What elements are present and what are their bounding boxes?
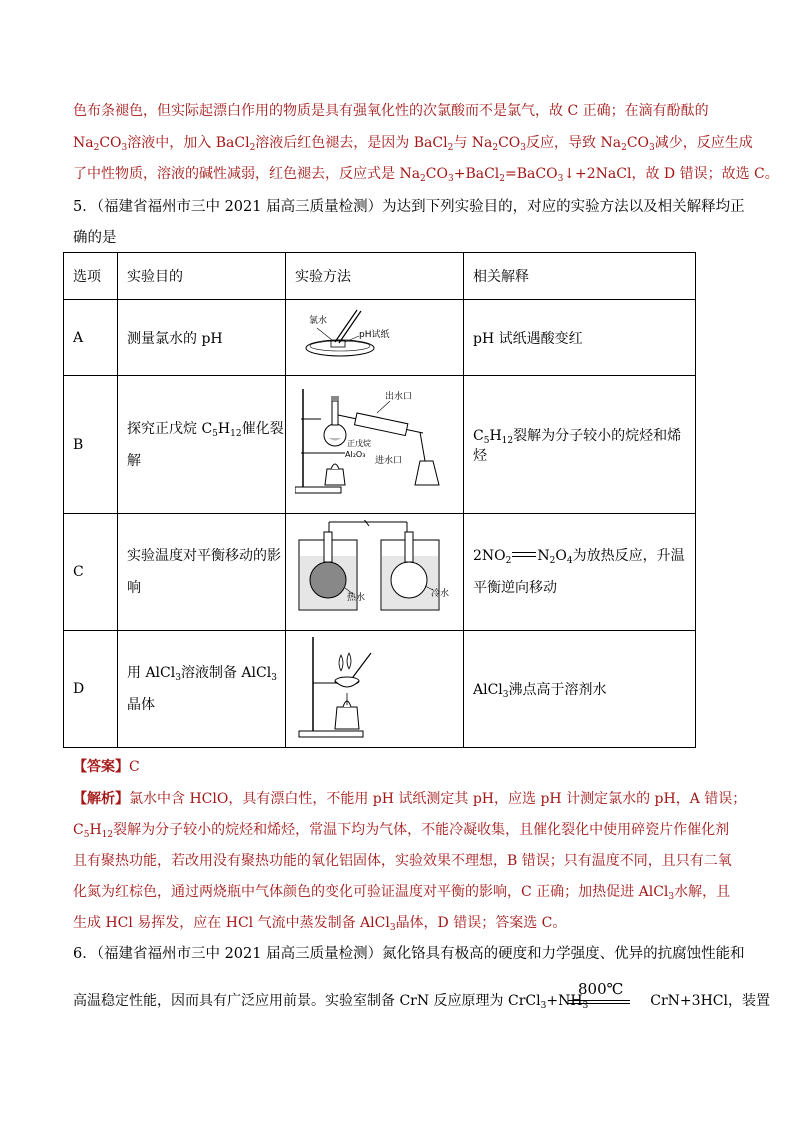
row-b-method	[286, 376, 464, 514]
analysis-line-1: 【解析】氯水中含 HClO，具有漂白性，不能用 pH 试纸测定其 pH，应选 pH 计测定氯水的 pH，A 错误；	[73, 791, 747, 807]
header-purpose: 实验目的	[118, 253, 286, 300]
analysis-prev-line-2: $Na_2CO_3$溶液中，加入 BaCl$_2$溶液后红色褪去，是因为 BaCl$_2$与 $Na_2CO_3$反应，导致 $Na_2CO_3$减少，反应生成	[73, 135, 753, 153]
row-c-method	[286, 514, 464, 631]
analysis-line-2: $C_5H_{12}$裂解为分子较小的烷烃和烯烃，常温下均为气体，不能冷凝收集，且催化裂化中使用碎瓷片作催化剂	[73, 822, 730, 840]
row-c-option: C	[64, 514, 118, 631]
row-d-explanation: AlCl$_3$沸点高于溶剂水	[464, 631, 696, 748]
header-explanation: 相关解释	[464, 253, 696, 300]
fig-c-label-1: 热水	[347, 593, 366, 603]
row-a-option: A	[64, 300, 118, 376]
table-header-row	[64, 253, 696, 300]
equilibrium-arrow	[511, 550, 537, 560]
answer-value: C	[129, 759, 140, 775]
row-a-method	[286, 300, 464, 376]
analysis-prev-line-3: 了中性物质，溶液的碱性减弱，红色褪去，反应式是 $Na_2CO_3+BaCl_2=BaCO_3↓+2NaCl$，故 D 错误；故选 C。	[73, 166, 779, 184]
fig-b-label-1: 出水口	[385, 391, 413, 402]
row-b-explanation: $C_5H_{12}$裂解为分子较小的烷烃和烯烃	[464, 376, 696, 514]
row-d-method	[286, 631, 464, 748]
beakers-figure	[295, 520, 455, 620]
header-method: 实验方法	[286, 253, 464, 300]
table-row	[64, 514, 696, 631]
analysis-prev-line-1: 色布条褪色，但实际起漂白作用的物质是具有强氧化性的次氯酸而不是氯气，故 C 正确；在滴有酚酞的	[73, 103, 709, 119]
question-6-stem-line-2: 高温稳定性能，因而具有广泛应用前景。实验室制备 CrN 反应原理为 $CrCl_3+NH_3$ CrN+3HCl，装置	[73, 993, 770, 1011]
ph-paper-figure	[295, 306, 445, 366]
row-a-purpose: 测量氯水的 pH	[118, 300, 286, 376]
row-b-option: B	[64, 376, 118, 514]
header-option: 选项	[64, 253, 118, 300]
options-table	[63, 252, 696, 748]
analysis-tag: 【解析】	[73, 791, 129, 807]
analysis-line-5: 生成 HCl 易挥发，应在 HCl 气流中蒸发制备 AlCl$_3$晶体，D 错误；答案选 C。	[73, 915, 567, 933]
analysis-line-4: 化氮为红棕色，通过两烧瓶中气体颜色的变化可验证温度对平衡的影响，C 正确；加热促进 AlCl$_3$水解，且	[73, 884, 731, 902]
analysis-line-3: 且有聚热功能，若改用没有聚热功能的氧化铝固体，实验效果不理想，B 错误；只有温度不同，且只有二氧	[73, 853, 732, 869]
row-d-purpose: 用 AlCl$_3$溶液制备 AlCl$_3$晶体	[118, 631, 286, 748]
row-a-explanation: pH 试纸遇酸变红	[464, 300, 696, 376]
fig-b-label-4: 进水口	[375, 455, 403, 466]
fig-c-label-2: 冷水	[431, 589, 450, 599]
question-5-stem-line-2: 确的是	[73, 230, 117, 246]
reaction-condition: 800℃	[578, 980, 624, 998]
distillation-apparatus-figure	[295, 383, 455, 503]
fig-a-label-1: 氯水	[309, 315, 328, 326]
answer-tag: 【答案】	[73, 759, 129, 775]
table-row	[64, 376, 696, 514]
question-6-stem-line-1: 6．（福建省福州市三中 2021 届高三质量检测）氮化铬具有极高的硬度和力学强度、优异的抗腐蚀性能和	[73, 946, 745, 962]
row-c-purpose: 实验温度对平衡移动的影响	[118, 514, 286, 631]
row-c-explanation: $2NO_2$ $N_2O_4$为放热反应，升温平衡逆向移动	[464, 514, 696, 631]
row-d-option: D	[64, 631, 118, 748]
table-row	[64, 300, 696, 376]
evaporation-apparatus-figure	[295, 633, 445, 741]
fig-b-label-3: Al₂O₃	[345, 449, 366, 459]
fig-b-label-2: 正戊烷	[347, 438, 371, 448]
question-5-stem-line-1: 5．（福建省福州市三中 2021 届高三质量检测）为达到下列实验目的，对应的实验方法以及相关解释均正	[73, 199, 745, 215]
table-row	[64, 631, 696, 748]
answer-line	[73, 757, 140, 777]
row-b-purpose: 探究正戊烷 $C_5H_{12}$催化裂解	[118, 376, 286, 514]
fig-a-label-2: pH试纸	[359, 329, 390, 340]
